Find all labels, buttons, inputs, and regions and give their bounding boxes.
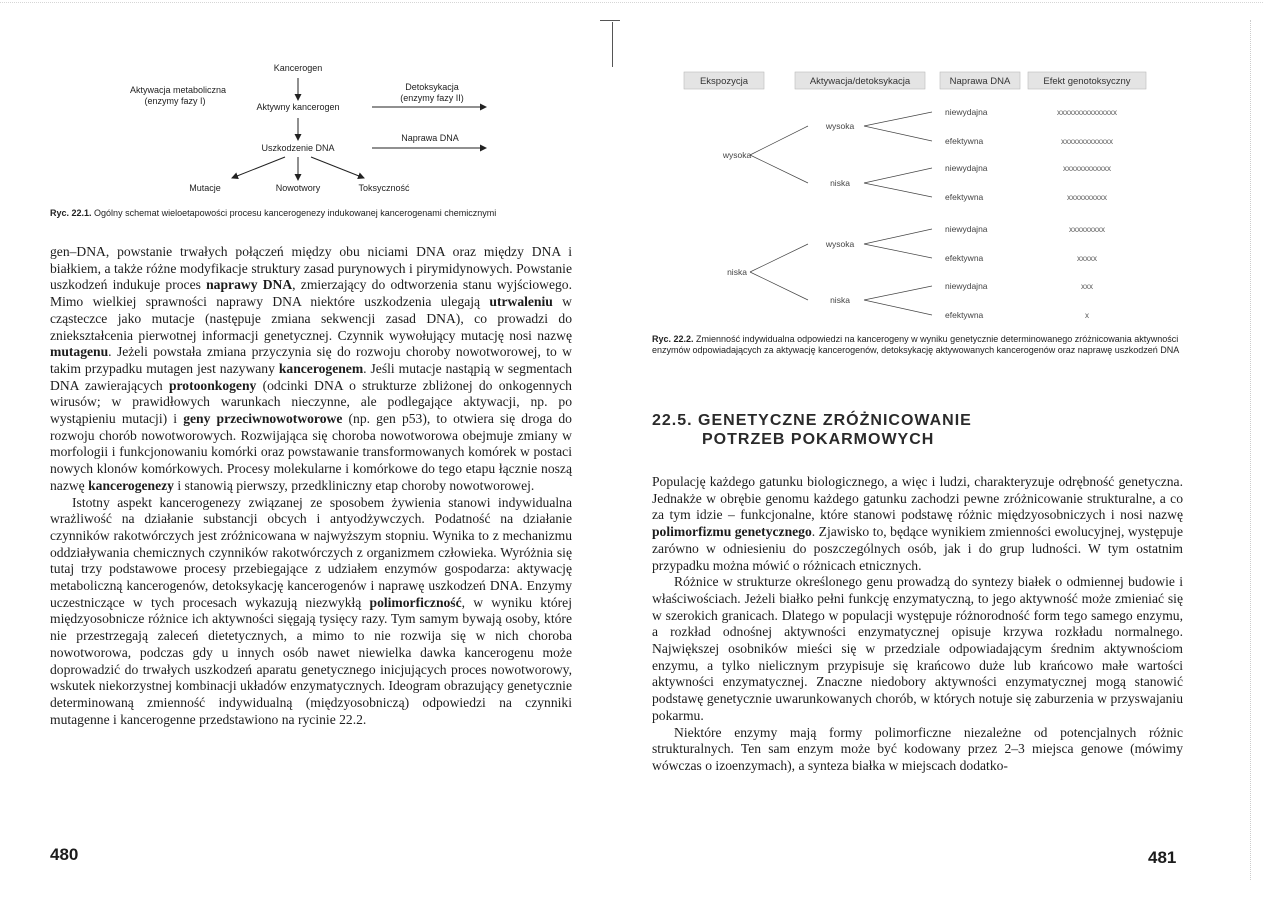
page-number-left: 480: [50, 845, 79, 864]
column-header: Efekt genotoksyczny: [1043, 76, 1131, 87]
node-cancers: Nowotwory: [275, 183, 321, 193]
repair-label: niewydajna: [945, 163, 988, 173]
left-page: [0, 0, 620, 899]
text-run: , zmierzający do odtworzenia stanu wyjściowego. Mimo wielkiej sprawności naprawy DNA niektóre uszkodzenia ulegają: [50, 277, 572, 310]
text-run: , w wyniku której międzyosobnicze różnice ich aktywności sięgają tysięcy razy. Tym samym bywają osoby, które nie przestrzegają zaleceń dietetycznych, a mimo to nie rozwija się w nich choroba nowotworowa, podczas gdy u innych osób nawet niewielka dawka kancerogenu może doprowadzić do trwałych uszkodzeń aparatu genetycznego inicjujących proces nowotworowy, wskutek niekorzystnej kombinacji układów enzymatycznych. Ideogram obrazujący genetycznie determinowaną zmienność indywidualną (międzyosobniczą) odpowiedzi na czynniki mutagenne i kancerogenne przedstawiono na rycinie 22.2.: [50, 594, 572, 727]
text-run: gen–DNA, powstanie trwałych połączeń między obu niciami DNA oraz między DNA i białkiem, a także różne modyfikacje struktury zasad purynowych i pirymidynowych. Powstanie uszkodzeń indukuje proces: [50, 244, 572, 293]
text-run: i stanowią pierwszy, przedkliniczny etap choroby nowotworowej.: [173, 477, 535, 493]
node-phase1-enzymes: (enzymy fazy I): [144, 96, 206, 106]
text-run: . Jeżeli powstała zmiana przyczynia się do rozwoju choroby nowotworowej, to w takim przypadku mutagen jest nazywany: [50, 344, 572, 376]
branch-line: [864, 126, 932, 141]
text-run: . Zjawisko to, będące wynikiem zmienności ewolucyjnej, występuje zarówno w odniesieniu do poszczególnych osób, jak i do grup ludności. W tym ostatnim przypadku można mówić o różnicach etnicznych.: [652, 524, 1183, 573]
effect-label: xxxxxxxxxxxxx: [1061, 137, 1113, 146]
effect-label: xxxxxxxxx: [1069, 225, 1105, 234]
node-metabolic-activation: Aktywacja metaboliczna: [129, 85, 227, 95]
section-number: 22.5.: [652, 412, 693, 429]
activation-label: niska: [830, 295, 850, 305]
bold-term: naprawy DNA: [206, 277, 293, 293]
effect-label: xxxxxxxxxxxxxxx: [1057, 108, 1117, 117]
effect-label: xxxxx: [1077, 254, 1097, 263]
column-header: Ekspozycja: [699, 76, 749, 87]
paragraph: [652, 474, 1183, 574]
paragraph: [50, 244, 572, 495]
paragraph: [652, 725, 1183, 775]
column-header: Aktywacja/detoksykacja: [809, 76, 911, 87]
node-dna-repair: Naprawa DNA: [401, 133, 459, 143]
activation-label: wysoka: [825, 239, 855, 249]
section-heading-line2: [702, 431, 934, 449]
branch-line: [750, 244, 808, 272]
node-phase2-enzymes: (enzymy fazy II): [400, 93, 464, 103]
paragraph: [652, 574, 1183, 724]
branch-line: [864, 300, 932, 315]
caption-text: Ogólny schemat wieloetapowości procesu kancerogenezy indukowanej kancerogenami chemicznymi: [94, 208, 497, 218]
text-run: Populację każdego gatunku biologicznego, a więc i ludzi, charakteryzuje odrębność genetyczna. Jednakże w obrębie genomu każdego gatunku zachodzi pewne zróżnicowanie strukturalne, a co za tym idzie – funkcjonalne, które stanowi podstawę różnic międzyosobniczych i nosi nazwę: [652, 474, 1183, 523]
branch-line: [864, 286, 932, 300]
figure-22-2-tree: [632, 0, 1263, 330]
effect-label: xxxxxxxxxxxx: [1063, 164, 1111, 173]
paragraph: [50, 495, 572, 729]
figure-22-1-diagram: [0, 0, 620, 210]
section-title-line1: GENETYCZNE ZRÓŻNICOWANIE: [698, 412, 972, 429]
repair-label: niewydajna: [945, 107, 988, 117]
text-run: (odcinki DNA o strukturze zbliżonej do onkogennych wirusów; w prawidłowych warunkach nieczynne, ale podlegające aktywacji, np. po wystąpieniu mutacji) i: [50, 377, 572, 427]
text-run: Różnice w strukturze określonego genu prowadzą do syntezy białek o odmiennej budowie i właściwościach. Jeżeli białko pełni funkcję enzymatyczną, to jego aktywność może zmieniać się w szerokich granicach. Dlatego w populacji występuje różnorodność form tego samego enzymu, a rozkład odnośnej aktywności enzymatycznej opisuje krzywa rozkładu normalnego. Największej osobników mieści się w przedziale odpowiadającym średnim aktywnościom enzymu, a tylko nielicznym przypisuje się krańcowo duże lub krańcowo małe wartości aktywności enzymatycznej. Znaczne niedobory aktywności enzymatycznej mogą stanowić podstawę genetycznie uwarunkowanych chorób, w których notuje się zaburzenia w przyswajaniu pokarmu.: [652, 574, 1183, 723]
exposure-label: wysoka: [722, 150, 752, 160]
bold-term: mutagenu: [50, 344, 109, 360]
bold-term: kancerogenezy: [88, 477, 174, 493]
figure-22-2-caption: [652, 334, 1182, 356]
caption-text: Zmienność indywidualna odpowiedzi na kancerogeny w wyniku genetycznie determinowanego zróżnicowania aktywności enzymów odpowiadających za aktywację kancerogenów, detoksykację aktywowanych kancerogenów oraz naprawę uszkodzeń DNA: [652, 334, 1180, 355]
section-title-line2: POTRZEB POKARMOWYCH: [702, 431, 935, 448]
bold-term: polimorficzność: [369, 594, 462, 610]
repair-label: niewydajna: [945, 224, 988, 234]
branch-line: [864, 244, 932, 258]
branch-line: [750, 155, 808, 183]
node-toxicity: Toksyczność: [358, 183, 410, 193]
bold-term: polimorfizmu genetycznego: [652, 524, 812, 540]
text-run: . Jeśli mutacje nastąpią w segmentach DNA zawierających: [50, 360, 572, 393]
effect-label: xxx: [1081, 282, 1093, 291]
text-run: Istotny aspekt kancerogenezy związanej ze sposobem żywienia stanowi indywidualna wrażliwość na działanie substancji obcych i antyodżywczych. Podatność na działanie czynników rakotwórczych jest zróżnicowana w najwyższym stopniu. Wynika to z mechanizmu oddziaływania chemicznych czynników rakotwórczych z organizmem człowieka. Wyróżnia się tutaj trzy podstawowe procesy przebiegające z udziałem enzymów gospodarza: aktywację metaboliczną kancerogenów, detoksykację kancerogenów i naprawę uszkodzeń DNA. Enzymy uczestniczące w tych procesach wykazują niezwykłą: [50, 494, 572, 610]
caption-label: Ryc. 22.1.: [50, 208, 92, 218]
branch-line: [864, 183, 932, 197]
bold-term: kancerogenem: [278, 360, 364, 376]
node-carcinogen: Kancerogen: [273, 63, 323, 73]
bold-term: protoonkogeny: [168, 377, 257, 393]
text-run: (np. gen p53), to otwiera się droga do rozwoju chorób nowotworowych. Rozwijająca się choroba nowotworowa obejmuje zmiany w morfologii i funkcjonowaniu komórki oraz powstawanie transformowanych komórek w postaci nowych klonów komórkowych. Procesy molekularne i komórkowe do tego etapu łącznie noszą nazwę: [50, 411, 572, 493]
branch-line: [864, 168, 932, 183]
branch-line: [864, 112, 932, 126]
node-detoxification: Detoksykacja: [405, 82, 459, 92]
arrow-damage-to-mutations: [232, 157, 285, 178]
repair-label: efektywna: [945, 192, 984, 202]
right-page: [632, 0, 1263, 899]
text-run: w cząsteczce jako mutacje (następuje zmiana sekwencji zasad DNA), co prowadzi do zniekształcenia pierwotnej informacji genetycznej. Czynnik wywołujący mutację nosi nazwę: [50, 294, 573, 343]
caption-label: Ryc. 22.2.: [652, 334, 694, 344]
branch-line: [750, 272, 808, 300]
bold-term: utrwaleniu: [489, 294, 553, 310]
arrow-damage-to-toxicity: [311, 157, 364, 178]
effect-label: xxxxxxxxxx: [1067, 193, 1107, 202]
activation-label: niska: [830, 178, 850, 188]
node-active-carcinogen: Aktywny kancerogen: [256, 102, 340, 112]
left-body-text: [50, 244, 572, 728]
bold-term: geny przeciwnowotworowe: [183, 411, 343, 427]
right-body-text: [652, 474, 1183, 775]
exposure-label: niska: [727, 267, 747, 277]
repair-label: efektywna: [945, 310, 984, 320]
figure-22-1-caption: [50, 208, 572, 219]
repair-label: efektywna: [945, 136, 984, 146]
effect-label: x: [1085, 311, 1089, 320]
section-heading: [652, 412, 972, 430]
activation-label: wysoka: [825, 121, 855, 131]
repair-label: efektywna: [945, 253, 984, 263]
column-header: Naprawa DNA: [949, 76, 1011, 87]
node-dna-damage: Uszkodzenie DNA: [261, 143, 335, 153]
text-run: Niektóre enzymy mają formy polimorficzne niezależne od potencjalnych różnic strukturalnych. Ten sam enzym może być kodowany przez 2–3 miejsca genowe (mówimy wówczas o izoenzymach), a synteza białka w miejscach dodatko-: [652, 724, 1183, 773]
repair-label: niewydajna: [945, 281, 988, 291]
page-number-right: 481: [1148, 848, 1177, 867]
branch-line: [750, 126, 808, 155]
branch-line: [864, 229, 932, 244]
node-mutations: Mutacje: [189, 183, 221, 193]
